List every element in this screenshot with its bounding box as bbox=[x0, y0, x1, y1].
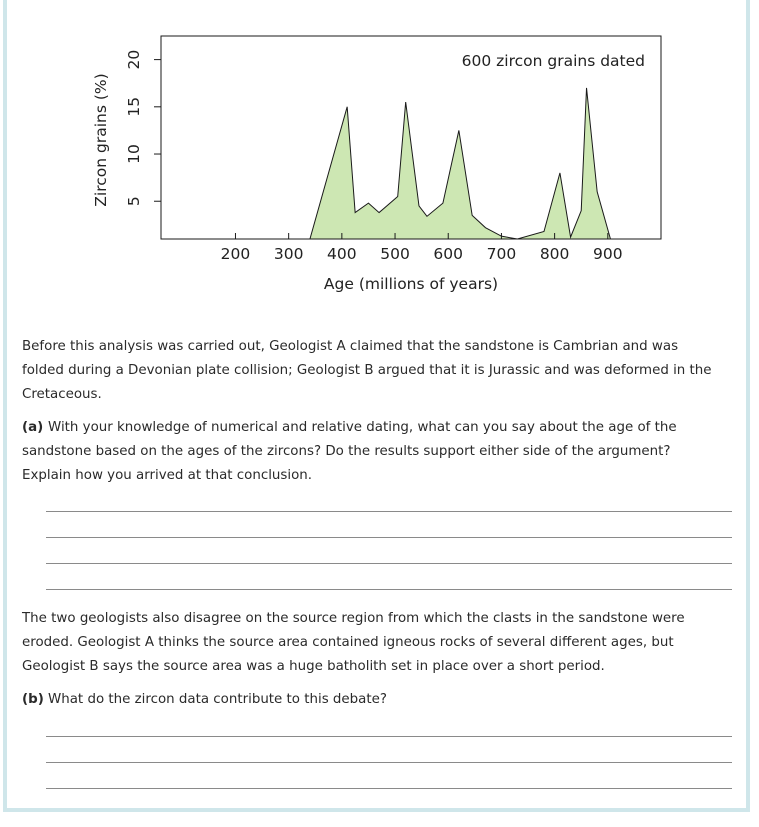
answer-line[interactable] bbox=[46, 511, 732, 512]
x-tick-label: 200 bbox=[220, 245, 251, 263]
y-tick-label: 5 bbox=[125, 196, 143, 207]
x-tick-label: 800 bbox=[539, 245, 570, 263]
question-b bbox=[22, 688, 712, 712]
question-b-text: What do the zircon data contribute to this debate? bbox=[48, 692, 387, 707]
question-a bbox=[22, 416, 712, 488]
question-b-label: (b) bbox=[22, 692, 44, 707]
answer-line[interactable] bbox=[46, 563, 732, 564]
source-paragraph: The two geologists also disagree on the source region from which the clasts in the sandstone were eroded. Geologist A thinks the source area contained igneous rocks of several different ages, but Geologist B says the source area was a huge batholith set in place over a short period. bbox=[22, 611, 685, 674]
answer-line[interactable] bbox=[46, 589, 732, 590]
question-a-text: With your knowledge of numerical and relative dating, what can you say about the age of the sandstone based on the ages of the zircons? Do the results support either side of the argument? Explain how you arrived at that conclusion. bbox=[22, 420, 677, 483]
y-axis-label: Zircon grains (%) bbox=[92, 73, 110, 207]
y-tick-label: 10 bbox=[125, 144, 143, 164]
intro-paragraph: Before this analysis was carried out, Geologist A claimed that the sandstone is Cambrian and was folded during a Devonian plate collision; Geologist B argued that it is Jurassic and was deformed in the Cretaceous. bbox=[22, 339, 712, 402]
y-tick-label: 20 bbox=[125, 49, 143, 70]
x-tick-label: 900 bbox=[593, 245, 623, 263]
x-tick-label: 500 bbox=[380, 245, 410, 263]
answer-line[interactable] bbox=[46, 537, 732, 538]
y-tick-label: 15 bbox=[125, 96, 143, 117]
x-axis-label: Age (millions of years) bbox=[323, 275, 499, 293]
x-tick-label: 700 bbox=[486, 245, 517, 263]
chart-annotation: 600 zircon grains dated bbox=[461, 52, 645, 70]
x-tick-label: 300 bbox=[273, 245, 304, 263]
x-tick-label: 600 bbox=[433, 245, 464, 263]
answer-line[interactable] bbox=[46, 736, 732, 737]
x-tick-label: 400 bbox=[327, 245, 357, 263]
answer-line[interactable] bbox=[46, 788, 732, 789]
zircon-age-chart bbox=[0, 0, 759, 300]
question-a-label: (a) bbox=[22, 420, 44, 435]
answer-line[interactable] bbox=[46, 762, 732, 763]
